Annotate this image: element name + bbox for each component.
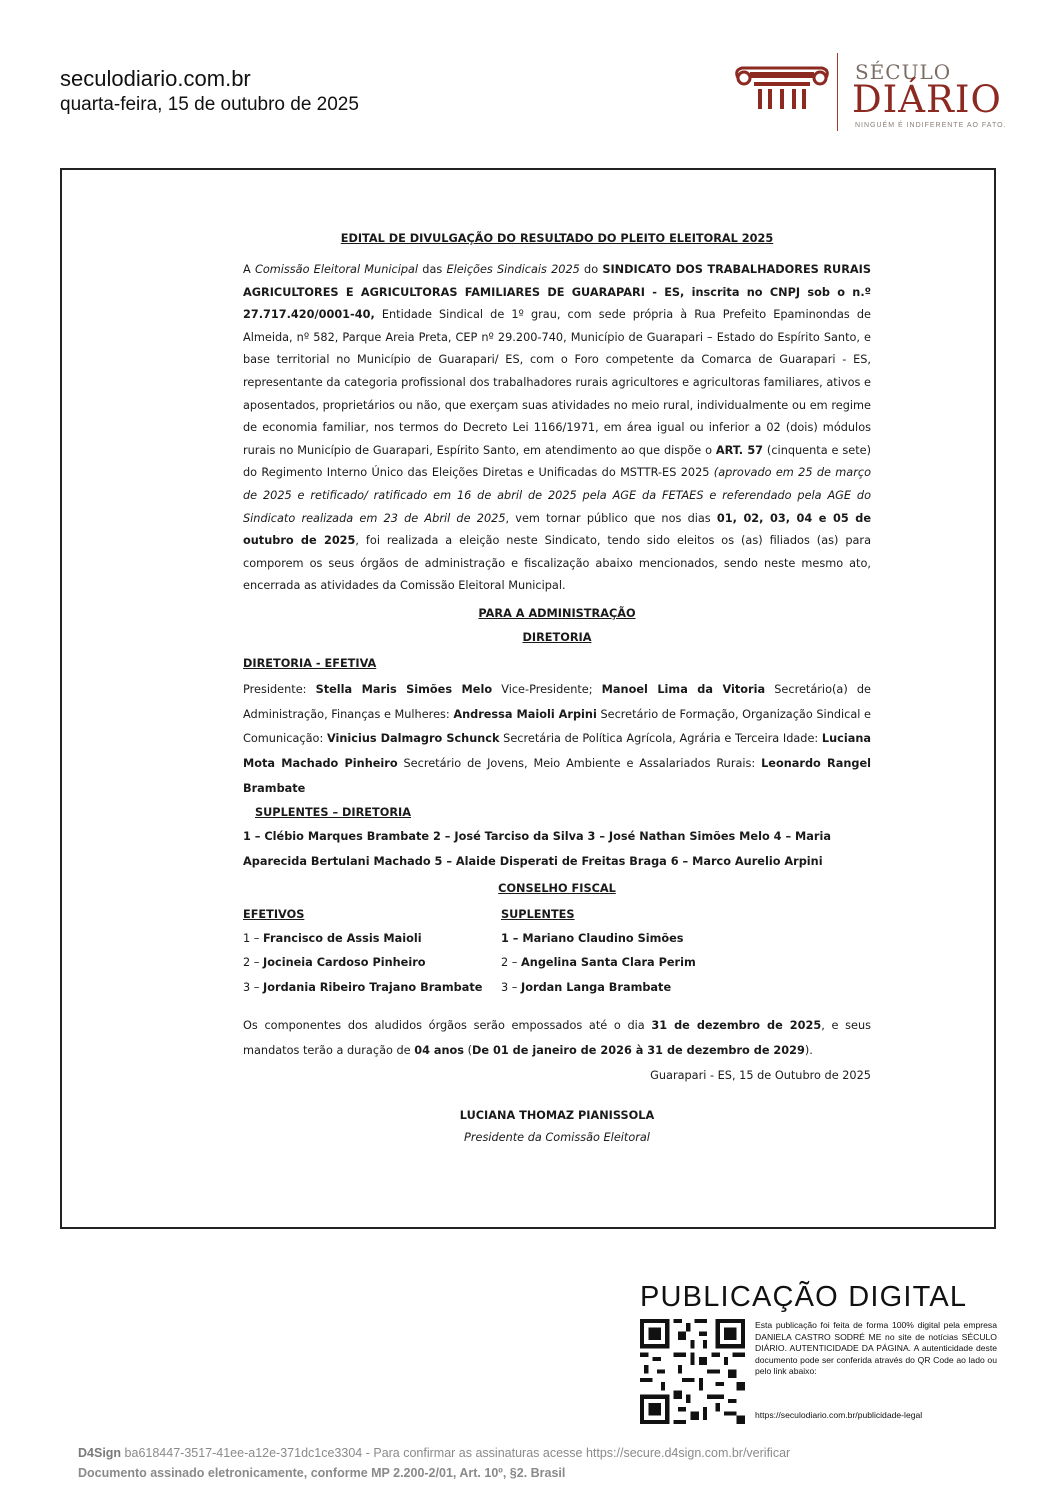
officer-role: Vice-Presidente; [492, 682, 602, 696]
closing-paragraph [243, 1013, 871, 1063]
suplentes-fiscal-heading: SUPLENTES [501, 907, 575, 921]
edital-document [243, 228, 871, 1149]
member-name: Angelina Santa Clara Perim [521, 956, 696, 970]
officer-name: Manoel Lima da Vitoria [601, 682, 766, 696]
intro-text: (cinquenta e sete) do Regimento Interno Único das Eleições Diretas e Unificadas do MSTTR-ES 2025 [243, 443, 871, 480]
member-name: Jocineia Cardoso Pinheiro [263, 956, 426, 970]
list-item [243, 976, 501, 1001]
intro-election-dates: 01, 02, 03, 04 e 05 de outubro de 2025 [243, 511, 872, 548]
intro-article: ART. 57 [715, 443, 764, 457]
item-number: 1 – [243, 931, 264, 945]
qr-code-icon[interactable] [640, 1319, 745, 1424]
item-number: 1 – [501, 931, 523, 945]
member-name: Jordania Ribeiro Trajano Brambate [263, 981, 483, 995]
logo-tagline: NINGUÉM É INDIFERENTE AO FATO. [855, 122, 1007, 129]
member-name: Francisco de Assis Maioli [263, 931, 422, 945]
diretoria-efetiva-heading: DIRETORIA - EFETIVA [243, 656, 377, 670]
d4sign-verification-line [78, 1446, 790, 1460]
conselho-fiscal-table [243, 903, 871, 1001]
intro-text: Entidade Sindical de 1º grau, com sede própria à Rua Prefeito Epaminondas de Almeida, nº 582, Parque Areia Preta, CEP nº 29.200-740, Município de Guarapari – Estado do Espírito Santo, e base territorial no Município de Guarapari/ ES, com o Foro competente da Comarca de Guarapari - ES, representante da categoria profissional dos trabalhadores rurais agricultores e agricultoras familiares, ativos e aposentados, proprietários ou não, que exerçam suas atividades no meio rural, individualmente ou em regime de economia familiar, nos termos do Decreto Lei 1166/1971, em área igual ou inferior a 02 (dois) módulos rurais no Município de Guarapari, Espírito Santo, em atendimento ao que dispõe o [243, 308, 871, 457]
officer-role: Secretário de Jovens, Meio Ambiente e Assalariados Rurais: [397, 757, 762, 771]
intro-text: , foi realizada a eleição neste Sindicato, tendo sido eleitos os (as) filiados (as) para comporem os seus órgãos de administração e fiscalização abaixo mencionados, sendo neste mesmo ato, encerrada as atividades da Comissão Eleitoral Municipal. [243, 534, 871, 593]
officer-name: Vinicius Dalmagro Schunck [326, 732, 500, 746]
list-item [501, 976, 801, 1001]
closing-text: Os componentes dos aludidos órgãos serão empossados até o dia [243, 1018, 652, 1032]
closing-text: , e seus mandatos terão a duração de [243, 1018, 871, 1057]
intro-elections: Eleições Sindicais 2025 [446, 263, 580, 276]
suplentes-diretoria-heading: SUPLENTES – DIRETORIA [255, 806, 411, 820]
d4sign-verification-text[interactable]: ba618447-3517-41ee-a12e-371dc1ce3304 - Para confirmar as assinaturas acesse https://secure.d4sign.com.br/verificar [121, 1446, 791, 1460]
intro-union-name: SINDICATO DOS TRABALHADORES RURAIS AGRICULTORES E AGRICULTORAS FAMILIARES DE GUARAPARI - ES, inscrita no CNPJ sob o n.º 27.717.420/0001-40, [243, 263, 871, 322]
list-item [243, 927, 501, 952]
d4sign-brand: D4Sign [78, 1446, 122, 1460]
member-name: Mariano Claudino Simões [522, 931, 684, 945]
list-item [501, 927, 801, 952]
closing-text: ). [804, 1043, 813, 1057]
closing-period: De 01 de janeiro de 2026 à 31 de dezembro de 2029 [472, 1043, 805, 1057]
publicidade-legal-link[interactable]: https://seculodiario.com.br/publicidade-legal [755, 1410, 923, 1420]
efetivos-heading: EFETIVOS [243, 907, 305, 921]
list-item [501, 951, 801, 976]
seculo-diario-logo[interactable] [732, 50, 1007, 135]
item-number: 2 – [501, 956, 522, 970]
publication-date: quarta-feira, 15 de outubro de 2025 [60, 94, 359, 115]
temple-column-icon [732, 64, 832, 134]
officers-paragraph [243, 678, 871, 802]
electronic-signature-notice: Documento assinado eletronicamente, conforme MP 2.200-2/01, Art. 10º, §2. Brasil [78, 1466, 566, 1480]
site-url[interactable]: seculodiario.com.br [60, 66, 251, 91]
closing-date: 31 de dezembro de 2025 [651, 1018, 822, 1032]
logo-word-seculo: SÉCULO [855, 60, 952, 84]
intro-text: das [418, 263, 447, 276]
conselho-fiscal-heading: CONSELHO FISCAL [498, 881, 616, 895]
document-title: EDITAL DE DIVULGAÇÃO DO RESULTADO DO PLEITO ELEITORAL 2025 [340, 232, 774, 245]
intro-commission: Comissão Eleitoral Municipal [254, 263, 419, 276]
intro-paragraph [243, 259, 871, 598]
intro-approval: (aprovado em 25 de março de 2025 e retificado/ ratificado em 16 de abril de 2025 pela AGE da FETAES e referendado pela AGE do Sindicato realizada em 23 de Abril de 2025 [243, 466, 871, 525]
officer-name: Stella Maris Simões Melo [315, 682, 493, 696]
list-item [243, 951, 501, 976]
suplentes-column [501, 903, 801, 1001]
officer-name: Leonardo Rangel Brambate [243, 757, 871, 795]
publicacao-digital-description: Esta publicação foi feita de forma 100% digital pela empresa DANIELA CASTRO SODRÉ ME no site de notícias SÉCULO DIÁRIO. AUTENTICIDADE DA PÁGINA. A autenticidade deste documento pode ser conferida através do QR Code ao lado ou pelo link abaixo: [755, 1320, 997, 1377]
item-number: 2 – [243, 956, 264, 970]
logo-divider [837, 53, 838, 131]
signatory-role: Presidente da Comissão Eleitoral [464, 1130, 650, 1144]
intro-text: , vem tornar público que nos dias [505, 511, 717, 525]
officer-role: Secretária de Política Agrícola, Agrária e Terceira Idade: [499, 732, 822, 746]
item-number: 3 – [243, 981, 264, 995]
diretoria-heading: DIRETORIA [522, 630, 592, 644]
admin-heading: PARA A ADMINISTRAÇÃO [478, 606, 636, 620]
logo-word-diario: DIÁRIO [852, 78, 1002, 121]
closing-term: 04 anos [414, 1043, 465, 1057]
member-name: Jordan Langa Brambate [521, 981, 672, 995]
suplentes-diretoria-list: 1 – Clébio Marques Brambate 2 – José Tarciso da Silva 3 – José Nathan Simões Melo 4 – Maria Aparecida Bertulani Machado 5 – Alaide Disperati de Freitas Braga 6 – Marco Aurelio Arpini [243, 830, 831, 869]
efetivos-column [243, 903, 501, 1001]
officer-name: Luciana Mota Machado Pinheiro [243, 732, 871, 771]
signatory-name: LUCIANA THOMAZ PIANISSOLA [459, 1108, 655, 1122]
officer-role: Secretário de Formação, Organização Sindical e Comunicação: [243, 707, 871, 746]
item-number: 3 – [501, 981, 522, 995]
publicacao-digital-title: PUBLICAÇÃO DIGITAL [640, 1281, 968, 1313]
closing-text: ( [464, 1043, 473, 1057]
intro-text: do [579, 263, 603, 276]
place-and-date: Guarapari - ES, 15 de Outubro de 2025 [650, 1068, 871, 1082]
officer-role: Presidente: [243, 682, 316, 696]
officer-name: Andressa Maioli Arpini [453, 707, 597, 721]
intro-text: A [243, 263, 255, 276]
officer-role: Secretário(a) de Administração, Finanças e Mulheres: [243, 682, 871, 721]
